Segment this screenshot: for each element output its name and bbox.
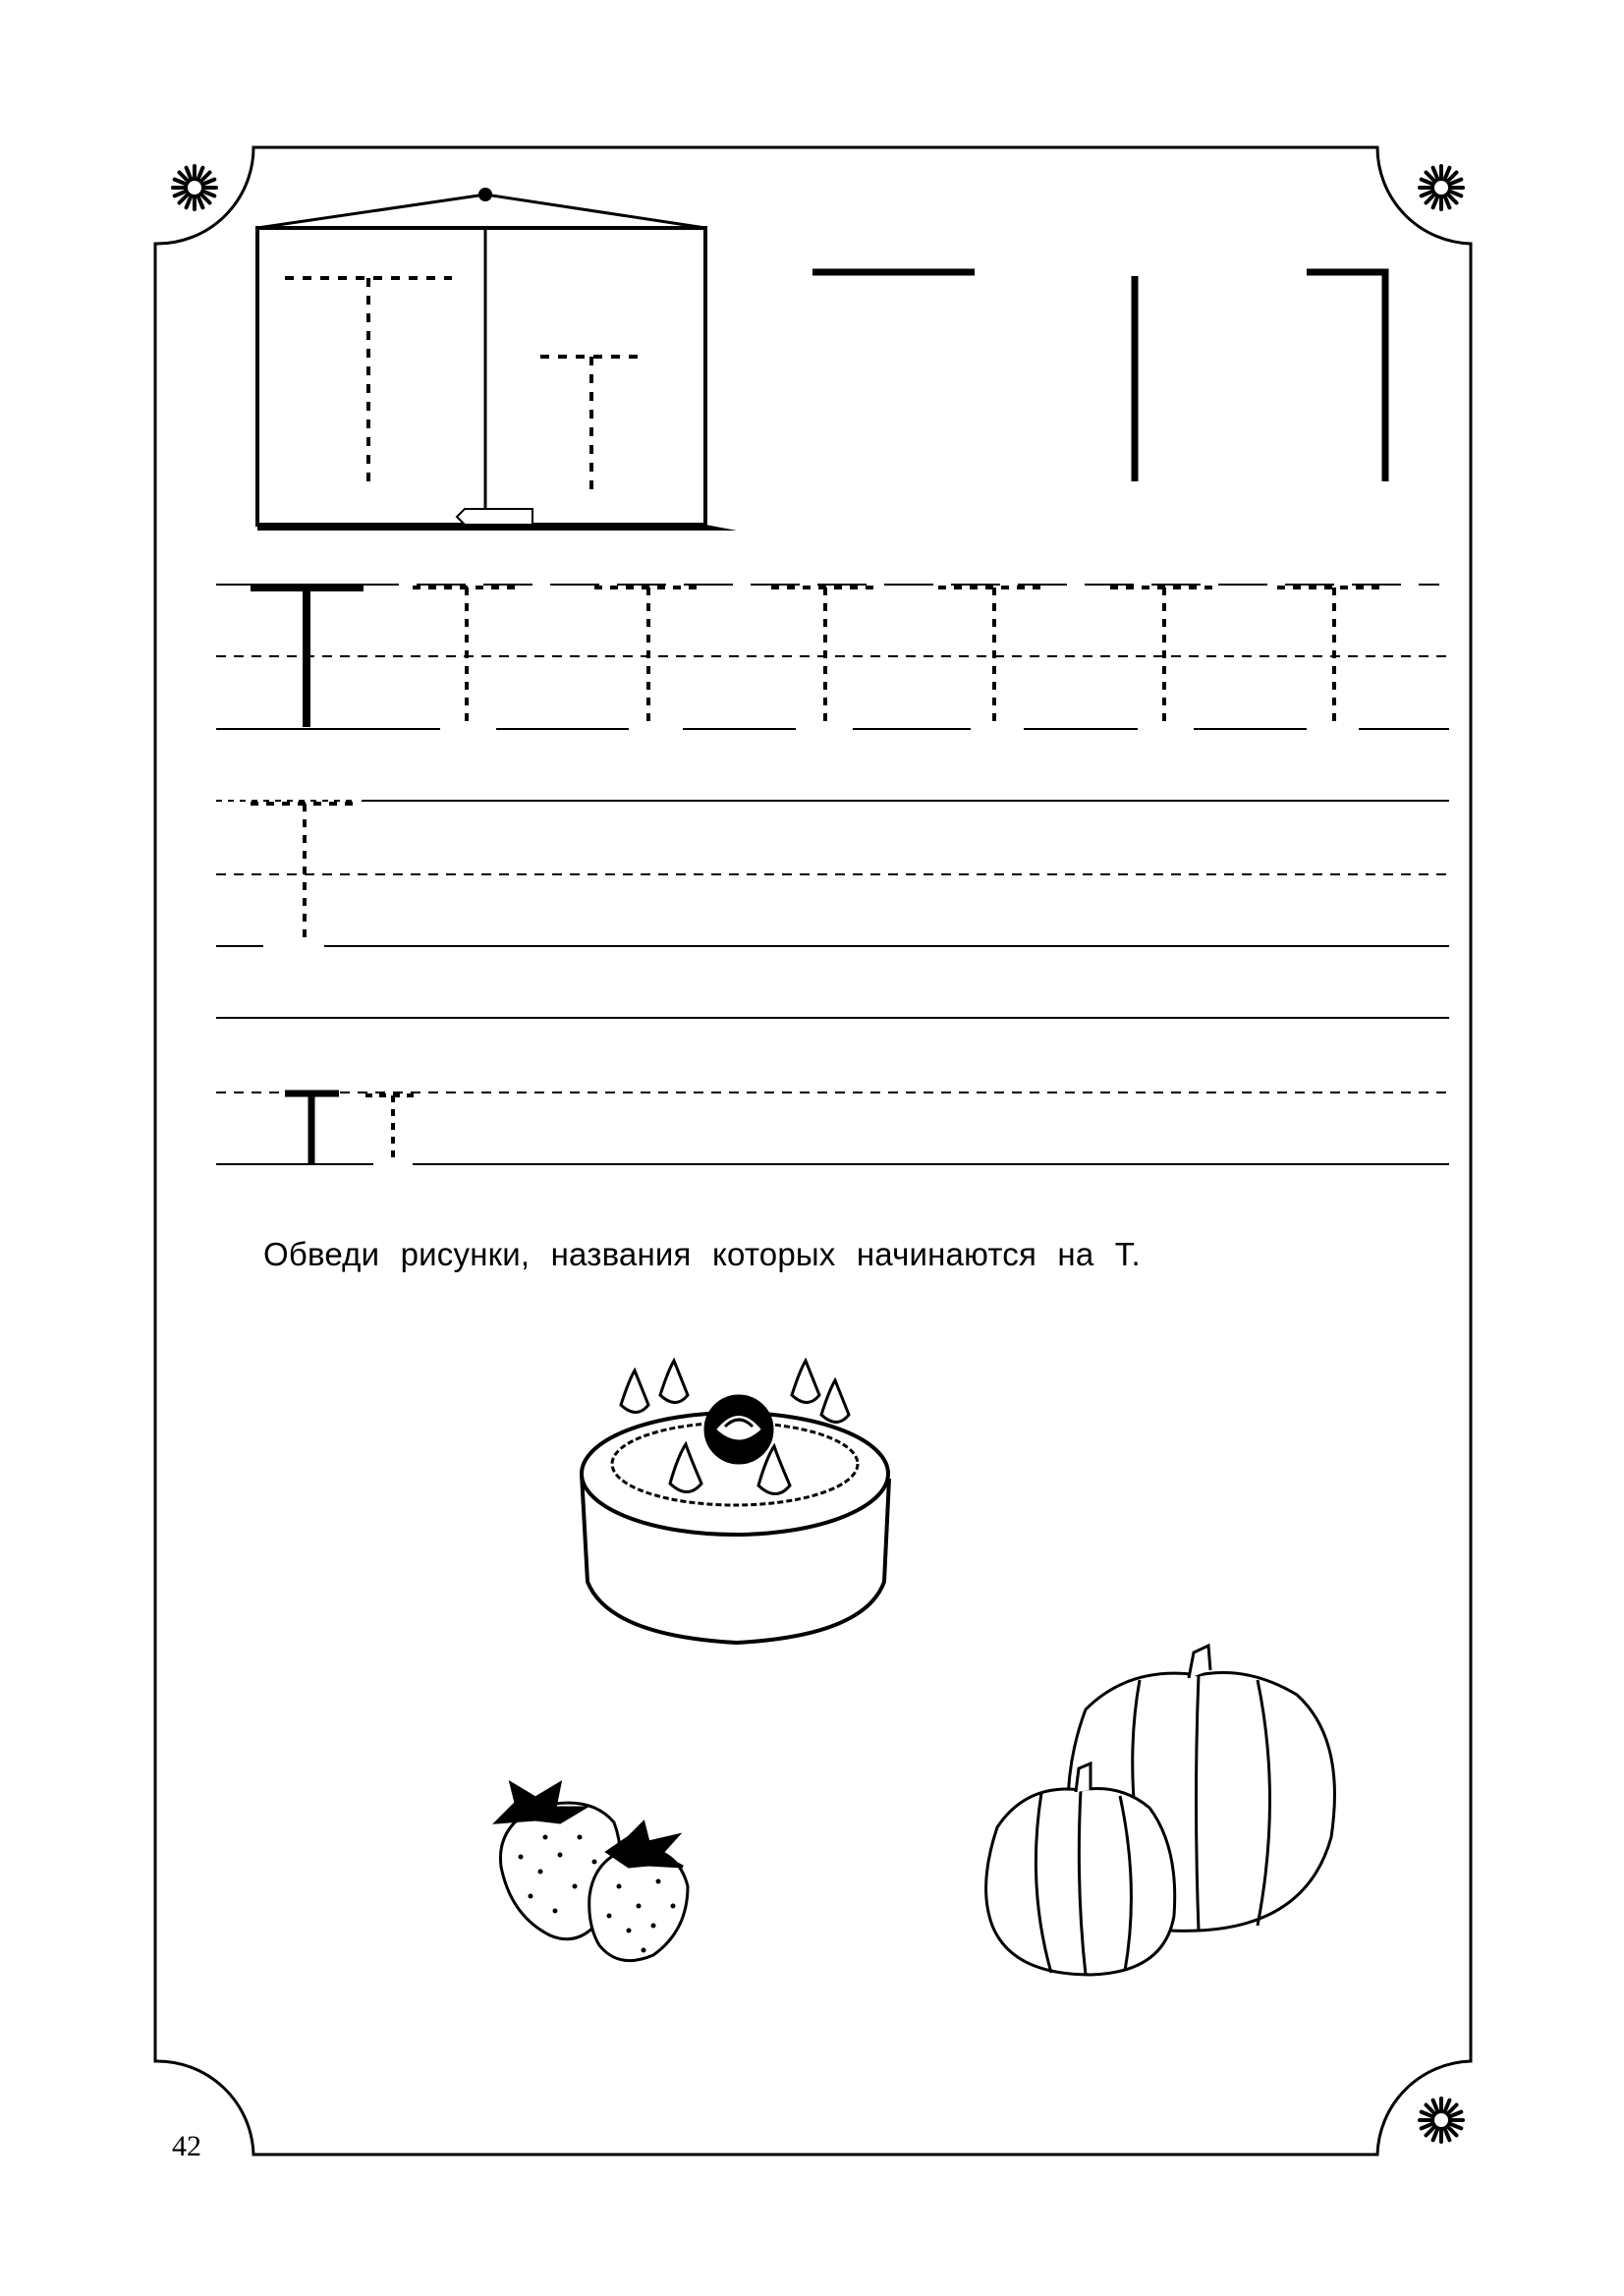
sun-ornament-icon (173, 166, 216, 209)
sun-ornament-icon (1420, 2099, 1463, 2142)
practice-row-small (216, 801, 1449, 946)
strawberry-icon (496, 1783, 688, 1961)
sun-ornament-icon (1420, 166, 1463, 209)
practice-row-large (216, 585, 1449, 729)
pumpkin-icon (986, 1646, 1335, 1975)
task-instruction: Обведи рисунки, названия которых начинаются на Т. (263, 1236, 1141, 1272)
cake-icon (582, 1361, 889, 1643)
chalkboard-icon (257, 188, 737, 531)
page-number: 42 (172, 2130, 201, 2162)
practice-row-mixed (216, 1018, 1449, 1164)
letter-elements (812, 272, 1385, 481)
